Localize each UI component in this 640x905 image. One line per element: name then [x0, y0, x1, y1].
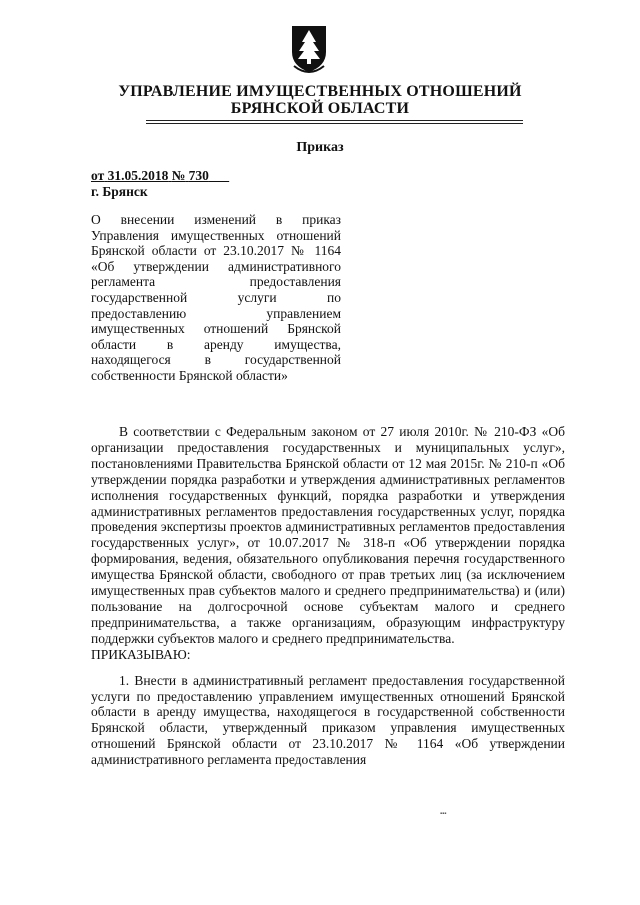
header-rule — [146, 123, 523, 124]
preamble-paragraph: В соответствии с Федеральным законом от 27 июля 2010г. № 210-ФЗ «Об организации предоставления государственных и муниципальных услуг», постановлениями Правительства Брянской области от 12 мая 2015г. № 210-п «Об утверждении порядка разработки и утверждения административных регламентов исполнения государственных функций, порядка разработки и утверждения административных регламентов предоставления государственных услуг, порядка проведения экспертизы проектов административных регламентов предоставления государственных услуг», от 10.07.2017 № 318-п «Об утверждении порядка формирования, ведения, обязательного опубликования перечня государственного имущества Брянской области, свободного от прав третьих лиц (за исключением имущественных прав субъектов малого и среднего предпринимательства) и (или) пользование на долгосрочной основе субъектам малого и среднего предпринимательства, а также организациям, образующим инфраструктуру поддержки субъектов малого и среднего предпринимательства. — [91, 424, 565, 646]
document-subject: О внесении изменений в приказ Управления имущественных отношений Брянской области от 23.10.2017 № 1164 «Об утверждении административного регламента предоставления государственной услуги по предоставлению управлением имущественных отношений Брянской области в аренду имущества, находящегося в государственной собственности Брянской области» — [91, 212, 341, 383]
document-type: Приказ — [296, 140, 344, 155]
date-prefix: от — [91, 168, 105, 183]
order-word: ПРИКАЗЫВАЮ: — [91, 646, 191, 662]
number-prefix: № — [171, 168, 186, 183]
coat-of-arms-icon — [288, 22, 330, 74]
scan-mark: ▪▪▪ — [440, 811, 447, 817]
org-title-line2: БРЯНСКОЙ ОБЛАСТИ — [230, 100, 410, 117]
document-city: г. Брянск — [91, 184, 148, 199]
org-title-line1: УПРАВЛЕНИЕ ИМУЩЕСТВЕННЫХ ОТНОШЕНИЙ — [118, 83, 522, 100]
document-number: 730 — [188, 168, 209, 183]
document-body — [91, 424, 565, 768]
order-item-1: 1. Внести в административный регламент предоставления государственной услуги по предоставлению управлением имущественных отношений Брянской области в аренду имущества, находящегося в государственной собственности Брянской области, утвержденный приказом управления имущественных отношений Брянской области от 23.10.2017 № 1164 «Об утверждении административного регламента предоставления — [91, 672, 565, 768]
document-date: 31.05.2018 — [107, 168, 169, 183]
header-rule — [146, 120, 523, 121]
document-date-number — [91, 167, 229, 184]
